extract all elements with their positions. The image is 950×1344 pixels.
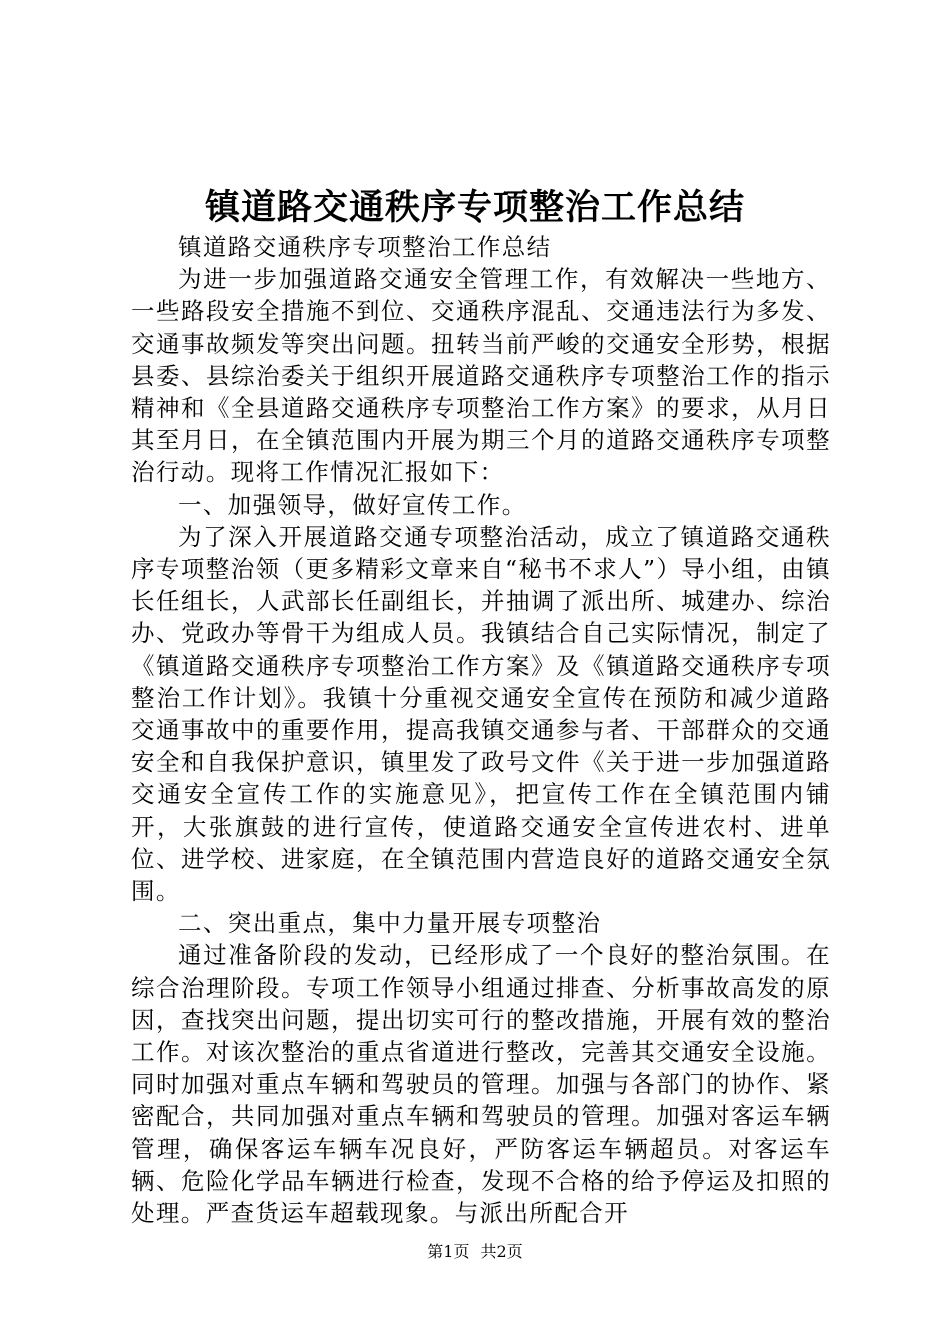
section-heading-2: 二、突出重点，集中力量开展专项整治 [178, 909, 602, 938]
document-title: 镇道路交通秩序专项整治工作总结 [204, 187, 745, 228]
intro-paragraph: 为进一步加强道路交通安全管理工作，有效解决一些地方、一些路段安全措施不到位、交通秩序混乱、交通违法行为多发、交通事故频发等突出问题。扭转当前严峻的交通安全形势，根据县委、县综治委关于组织开展道路交通秩序专项整治工作的指示精神和《全县道路交通秩序专项整治工作方案》的要求，从月日其至月日，在全镇范围内开展为期三个月的道路交通秩序专项整治行动。现将工作情况汇报如下： [131, 265, 831, 487]
section-1-paragraph: 为了深入开展道路交通专项整治活动，成立了镇道路交通秩序专项整治领（更多精彩文章来自“秘书不求人”）导小组，由镇长任组长，人武部长任副组长，并抽调了派出所、城建办、综治办、党政办等骨干为组成人员。我镇结合自己实际情况，制定了《镇道路交通秩序专项整治工作方案》及《镇道路交通秩序专项整治工作计划》。我镇十分重视交通安全宣传在预防和减少道路交通事故中的重要作用，提高我镇交通参与者、干部群众的交通安全和自我保护意识，镇里发了政号文件《关于进一步加强道路交通安全宣传工作的实施意见》，把宣传工作在全镇范围内铺开，大张旗鼓的进行宣传，使道路交通安全宣传进农村、进单位、进学校、进家庭，在全镇范围内营造良好的道路交通安全氛围。 [131, 522, 831, 906]
page-total: 共2页 [480, 1242, 523, 1261]
page-footer [0, 1242, 950, 1262]
section-heading-1: 一、加强领导，做好宣传工作。 [178, 490, 527, 519]
document-body [131, 231, 831, 1229]
subtitle-paragraph: 镇道路交通秩序专项整治工作总结 [178, 233, 552, 261]
section-2-paragraph: 通过准备阶段的发动，已经形成了一个良好的整治氛围。在综合治理阶段。专项工作领导小组通过排查、分析事故高发的原因，查找突出问题，提出切实可行的整改措施，开展有效的整治工作。对该次整治的重点省道进行整改，完善其交通安全设施。同时加强对重点车辆和驾驶员的管理。加强与各部门的协作、紧密配合，共同加强对重点车辆和驾驶员的管理。加强对客运车辆管理，确保客运车辆车况良好，严防客运车辆超员。对客运车辆、危险化学品车辆进行检查，发现不合格的给予停运及扣照的处理。严查货运车超载现象。与派出所配合开 [131, 941, 831, 1228]
page-number: 第1页 [427, 1242, 470, 1261]
